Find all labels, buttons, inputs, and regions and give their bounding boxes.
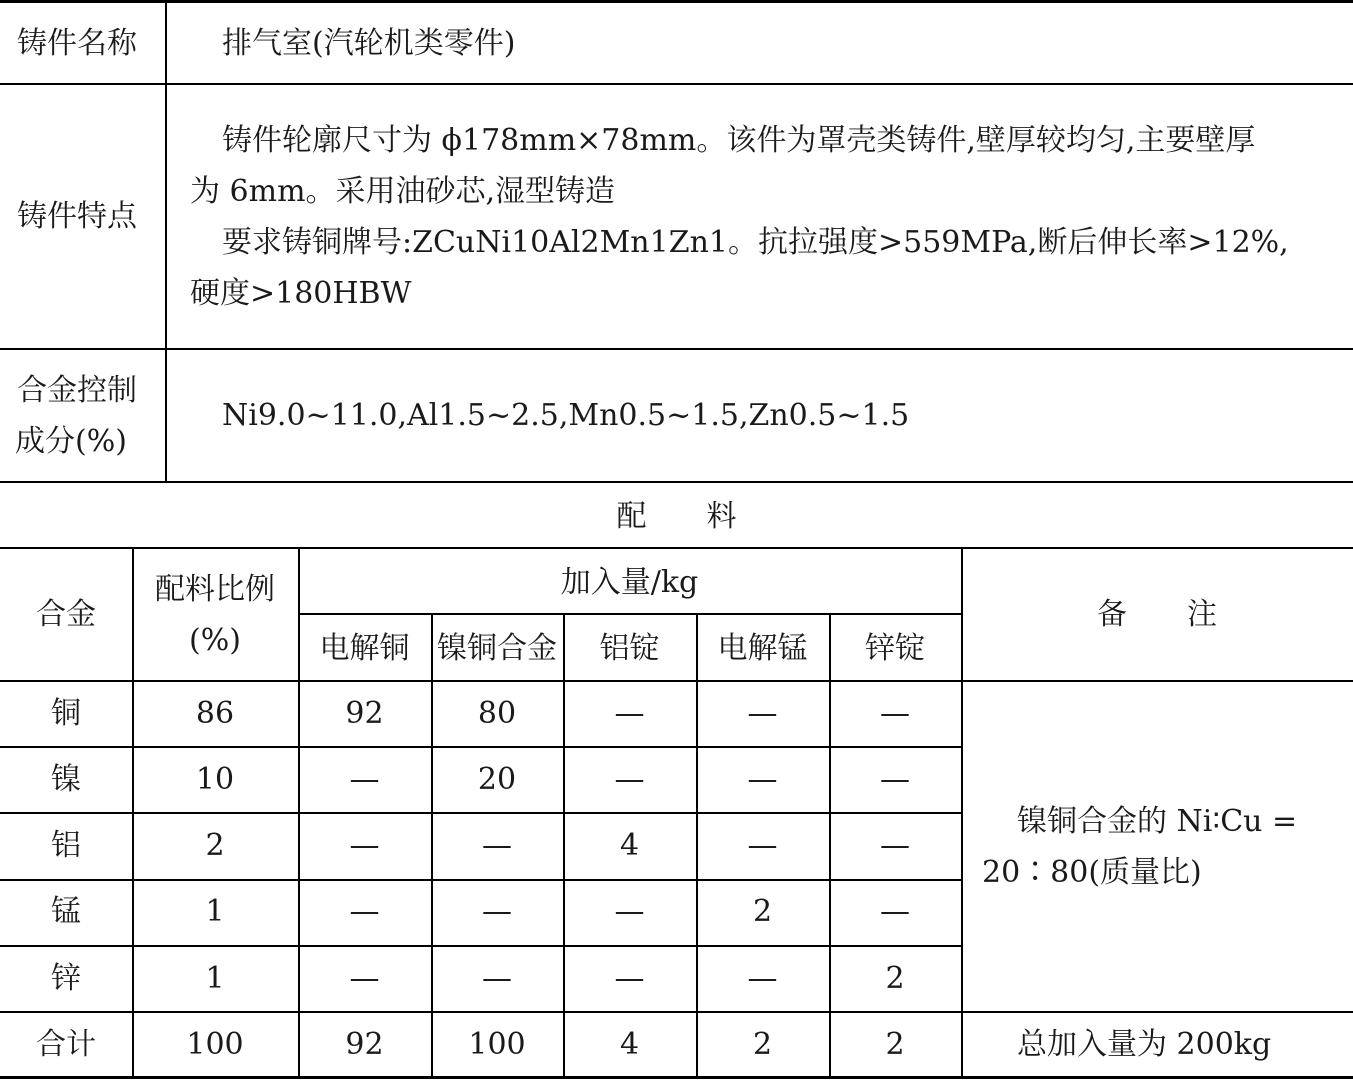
row-manganese-alloy: 锰 [51,894,81,929]
total-v2: 100 [468,1027,526,1062]
row-nickel-v2: 20 [477,762,517,797]
header-alloy: 合金 [36,597,96,632]
row-zinc-ratio: 1 [205,961,225,996]
divider-total [0,1011,1353,1013]
casting-features-line-3: 要求铸铜牌号:ZCuNi10Al2Mn1Zn1。抗拉强度>559MPa,断后伸长率>12%, [222,225,1289,260]
divider-header [0,680,1353,682]
header-add-amount: 加入量/kg [560,565,699,600]
total-remarks: 总加入量为 200kg [1017,1027,1272,1062]
divider-row-3 [0,879,961,881]
total-ratio: 100 [186,1027,244,1062]
row-manganese-v2: — [482,894,512,929]
row-zinc-v3: — [614,961,645,996]
casting-name-label: 铸件名称 [17,26,137,61]
header-nickel-copper-alloy: 镍铜合金 [437,631,557,666]
header-remarks: 备 注 [1097,597,1217,632]
remarks-line-2: 20∶80(质量比) [982,855,1202,890]
row-manganese-v1: — [349,894,380,929]
row-copper-v1: 92 [345,696,384,731]
casting-features-line-4: 硬度>180HBW [190,276,412,311]
row-aluminum-v4: — [747,828,778,863]
row-aluminum-ratio: 2 [205,828,225,863]
alloy-control-value: Ni9.0~11.0,Al1.5~2.5,Mn0.5~1.5,Zn0.5~1.5 [222,398,910,433]
row-aluminum-v1: — [349,828,380,863]
remarks-line-1: 镍铜合金的 Ni∶Cu = [1017,804,1298,839]
row-nickel-ratio: 10 [195,762,235,797]
row-zinc-v1: — [349,961,380,996]
row-copper-v4: — [747,696,778,731]
row-copper-v3: — [614,696,645,731]
total-v4: 2 [752,1027,773,1062]
info-label-divider [165,0,167,481]
casting-name-value: 排气室(汽轮机类零件) [222,26,516,61]
header-ratio-line-1: 配料比例 [155,572,275,607]
row-manganese-v4: 2 [752,894,773,929]
col-divider-2 [298,547,300,1078]
divider-row-1 [0,746,961,748]
casting-features-line-2: 为 6mm。采用油砂芯,湿型铸造 [190,174,616,209]
row-copper-alloy: 铜 [51,696,81,731]
header-electrolytic-copper: 电解铜 [319,631,410,666]
row-manganese-v5: — [880,894,910,929]
total-v1: 92 [345,1027,384,1062]
row-manganese-ratio: 1 [205,894,225,929]
alloy-control-label-line-2: 成分(%) [15,424,127,459]
row-copper-v5: — [880,696,910,731]
row-manganese-v3: — [614,894,645,929]
divider-row-2 [0,812,961,814]
row-aluminum-v2: — [482,828,512,863]
row-nickel-v1: — [349,762,380,797]
header-ratio-line-2: (%) [189,623,241,658]
divider-row-4 [0,945,961,947]
bottom-border [0,1076,1353,1079]
row-nickel-alloy: 镍 [51,762,81,797]
row-nickel-v3: — [614,762,645,797]
divider-subheader [298,613,961,615]
batching-title: 配 料 [616,499,737,534]
row-zinc-alloy: 锌 [51,961,81,996]
casting-features-label: 铸件特点 [17,199,137,234]
header-aluminum-ingot: 铝锭 [599,631,660,666]
alloy-control-label-line-1: 合金控制 [17,373,137,408]
header-zinc-ingot: 锌锭 [865,631,925,666]
row-zinc-v5: 2 [885,961,905,996]
divider-alloy [0,481,1353,483]
row-nickel-v4: — [747,762,778,797]
row-aluminum-v3: 4 [619,828,640,863]
row-zinc-v2: — [482,961,512,996]
row-copper-v2: 80 [477,696,517,731]
row-aluminum-alloy: 铝 [51,828,81,863]
total-label: 合计 [36,1027,96,1062]
row-aluminum-v5: — [880,828,910,863]
total-v5: 2 [885,1027,905,1062]
casting-features-line-1: 铸件轮廓尺寸为 ϕ178mm×78mm。该件为罩壳类铸件,壁厚较均匀,主要壁厚 [222,123,1256,158]
divider-features [0,348,1353,350]
top-border [0,0,1353,3]
row-zinc-v4: — [747,961,778,996]
header-electrolytic-manganese: 电解锰 [717,631,808,666]
row-copper-ratio: 86 [195,696,235,731]
row-nickel-v5: — [880,762,910,797]
divider-batching-title [0,547,1353,549]
total-v3: 4 [619,1027,640,1062]
divider-name [0,83,1353,85]
